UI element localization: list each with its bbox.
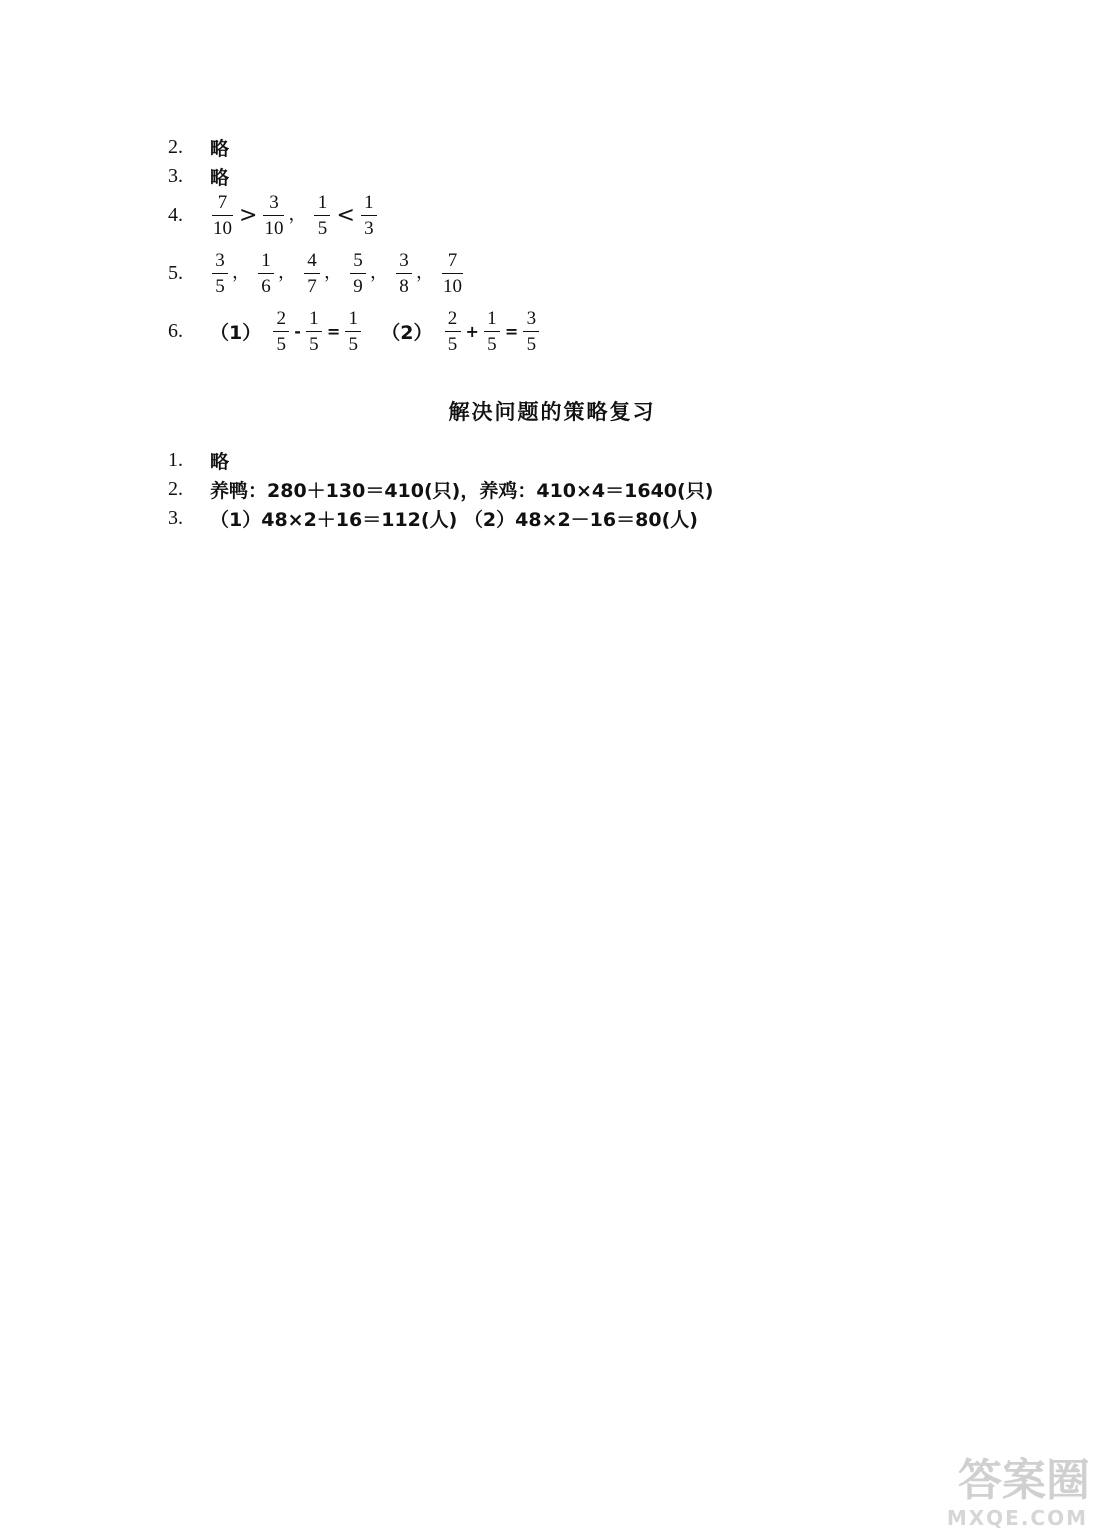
numerator: 1 (364, 192, 374, 213)
watermark-logo (912, 1444, 1090, 1530)
numerator: 1 (487, 308, 497, 329)
item-number: 5. (168, 262, 183, 284)
fraction (445, 309, 461, 354)
denominator: 5 (273, 331, 289, 354)
fraction (442, 251, 463, 296)
item-number: 2. (168, 136, 183, 158)
numerator: 5 (353, 250, 363, 271)
fraction (484, 309, 500, 354)
denominator: 10 (212, 215, 233, 238)
separator: ， (324, 262, 342, 283)
denominator: 5 (484, 331, 500, 354)
fraction (263, 193, 284, 238)
item-number: 3. (168, 507, 183, 529)
denominator: 3 (361, 215, 377, 238)
answer-item-3 (168, 163, 229, 190)
numerator: 3 (526, 308, 537, 329)
numerator: 1 (309, 308, 319, 329)
item-number: 1. (168, 449, 183, 471)
denominator: 10 (442, 273, 463, 296)
denominator: 8 (396, 273, 412, 296)
item-number: 3. (168, 165, 183, 187)
item-number: 6. (168, 320, 183, 342)
separator: ， (278, 262, 296, 283)
part-label: （2） (381, 322, 433, 344)
numerator: 1 (348, 308, 359, 329)
denominator: 5 (445, 331, 461, 354)
numerator: 7 (217, 192, 228, 213)
fraction (396, 251, 412, 296)
denominator: 5 (314, 215, 330, 238)
item-text: 略 (210, 451, 230, 473)
numerator: 3 (269, 192, 279, 213)
answer-item-4 (168, 193, 379, 238)
fraction (523, 309, 539, 354)
watermark-text: 答案圈 (958, 1455, 1090, 1506)
numerator: 2 (447, 308, 458, 329)
answer-item-3 (168, 505, 698, 532)
numerator: 3 (399, 250, 409, 271)
section-heading (0, 396, 1096, 426)
section-heading-text: 解决问题的策略复习 (448, 400, 656, 424)
denominator: 5 (345, 331, 361, 354)
equals-sign: = (326, 322, 341, 341)
denominator: 5 (306, 331, 322, 354)
equals-sign: = (504, 322, 519, 341)
fraction (350, 251, 366, 296)
fraction (304, 251, 320, 296)
fraction (212, 251, 228, 296)
fraction (345, 309, 361, 354)
watermark-url: MXQE.COM (946, 1506, 1088, 1530)
answer-item-2 (168, 476, 713, 503)
item-text: （1）48×2＋16＝112(人) （2）48×2－16＝80(人) (210, 509, 698, 531)
item-text: 略 (210, 138, 230, 160)
less-than-sign: < (336, 203, 355, 228)
item-number: 4. (168, 204, 183, 226)
denominator: 6 (258, 273, 274, 296)
greater-than-sign: > (239, 203, 258, 228)
numerator: 7 (447, 250, 458, 271)
separator: ， (288, 204, 307, 225)
numerator: 1 (261, 250, 271, 271)
fraction (273, 309, 289, 354)
separator: ， (416, 262, 434, 283)
numerator: 2 (276, 308, 286, 329)
fraction (258, 251, 274, 296)
denominator: 7 (304, 273, 320, 296)
denominator: 5 (212, 273, 228, 296)
answer-item-5 (168, 251, 465, 296)
numerator: 4 (307, 250, 317, 271)
fraction (306, 309, 322, 354)
item-text: 养鸭：280＋130＝410(只)，养鸡：410×4＝1640(只) (210, 480, 714, 502)
fraction (361, 193, 377, 238)
answer-item-6 (168, 309, 541, 354)
item-number: 2. (168, 478, 183, 500)
answer-item-1 (168, 447, 229, 474)
numerator: 1 (317, 192, 328, 213)
fraction (314, 193, 330, 238)
answer-item-2 (168, 134, 229, 161)
denominator: 9 (350, 273, 366, 296)
numerator: 3 (215, 250, 225, 271)
minus-sign: - (294, 322, 301, 341)
separator: ， (232, 262, 250, 283)
denominator: 5 (523, 331, 539, 354)
denominator: 10 (263, 215, 284, 238)
item-text: 略 (210, 167, 230, 189)
separator: ， (370, 262, 388, 283)
part-label: （1） (210, 322, 262, 344)
fraction (212, 193, 233, 238)
plus-sign: + (465, 322, 479, 341)
